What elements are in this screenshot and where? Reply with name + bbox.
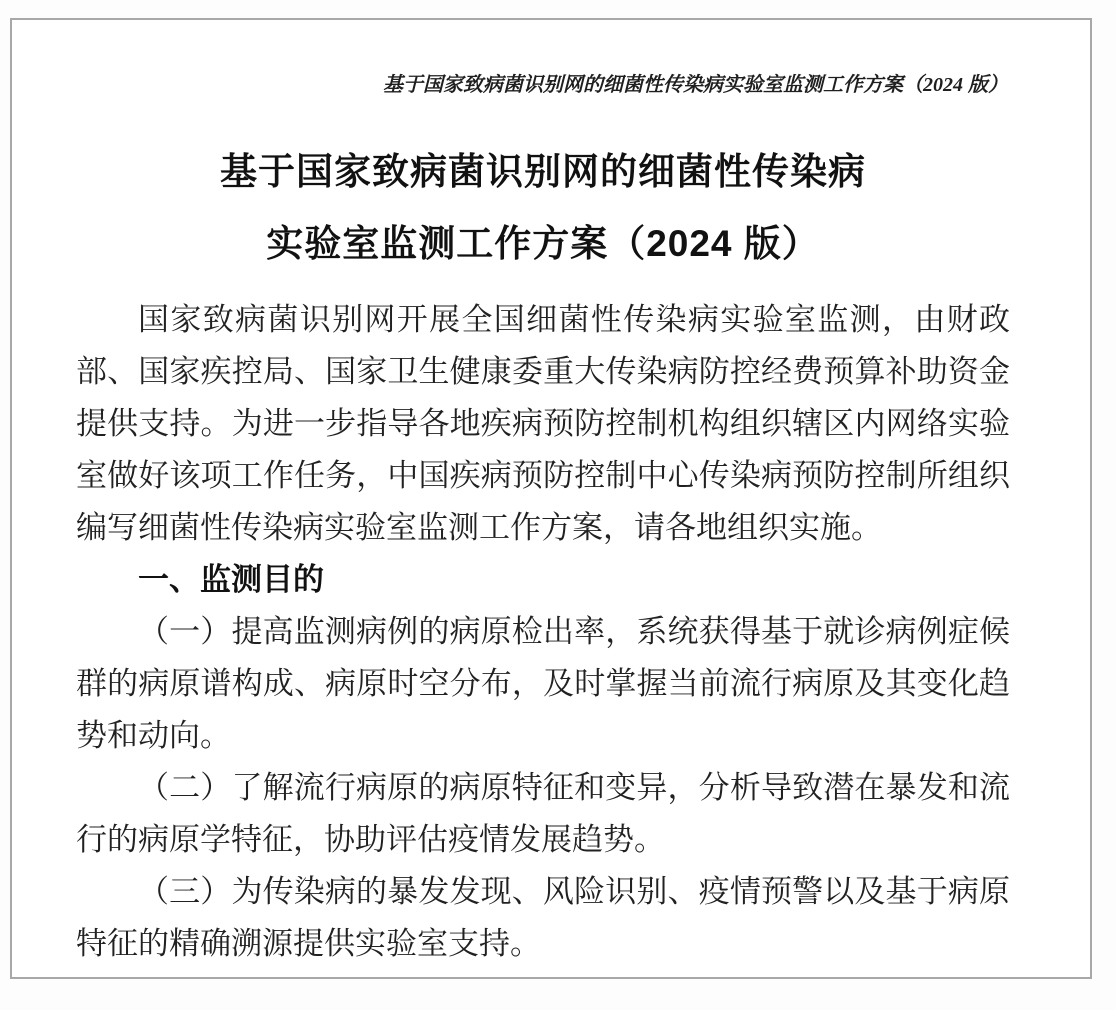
document-title-line2: 实验室监测工作方案（2024 版） [266,223,820,264]
running-header: 基于国家致病菌识别网的细菌性传染病实验室监测工作方案（2024 版） [383,74,1008,96]
document-page [10,18,1092,979]
section1-item-1: （一）提高监测病例的病原检出率，系统获得基于就诊病例症候群的病原谱构成、病原时空分布，及时掌握当前流行病原及其变化趋势和动向。 [76,614,1010,753]
section1-item-3: （三）为传染病的暴发发现、风险识别、疫情预警以及基于病原特征的精确溯源提供实验室支持。 [76,874,1010,961]
section-heading-monitoring-purpose: 一、监测目的 [138,562,324,597]
intro-paragraph: 国家致病菌识别网开展全国细菌性传染病实验室监测，由财政部、国家疾控局、国家卫生健康委重大传染病防控经费预算补助资金提供支持。为进一步指导各地疾病预防控制机构组织辖区内网络实验室做好该项工作任务，中国疾病预防控制中心传染病预防控制所组织编写细菌性传染病实验室监测工作方案，请各地组织实施。 [76,302,1010,545]
document-title-line1: 基于国家致病菌识别网的细菌性传染病 [220,151,866,192]
document-body [76,294,1010,970]
section1-item-2: （二）了解流行病原的病原特征和变异，分析导致潜在暴发和流行的病原学特征，协助评估疫情发展趋势。 [76,770,1010,857]
document-title [76,136,1010,280]
